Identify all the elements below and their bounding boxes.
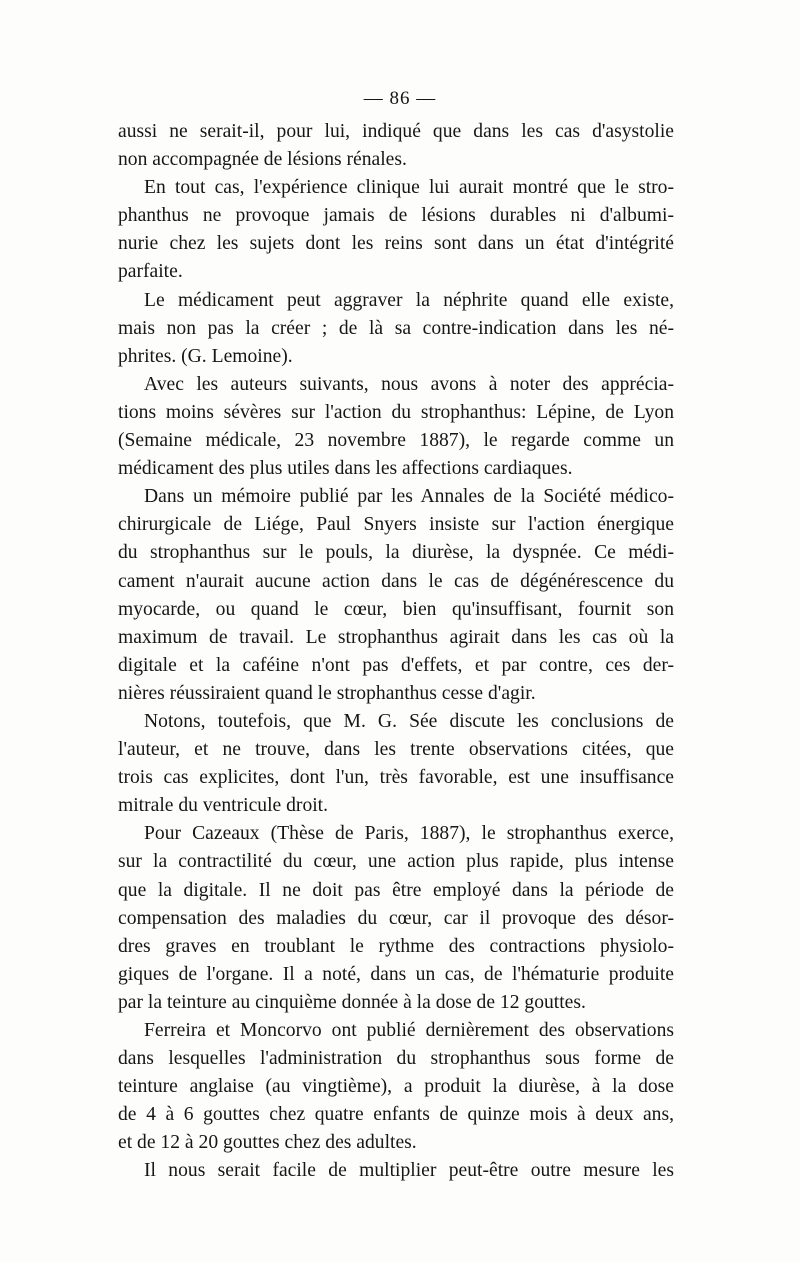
- text-line: aussi ne serait-il, pour lui, indiqué que dans les cas d'asystolie: [118, 121, 674, 142]
- text-line: mitrale du ventricule droit.: [118, 795, 329, 817]
- text-line: dans lesquelles l'administration du strophanthus sous forme de: [118, 1048, 674, 1070]
- text-line: maximum de travail. Le strophanthus agirait dans les cas où la: [118, 626, 674, 648]
- text-line: non accompagnée de lésions rénales.: [118, 149, 407, 171]
- text-line: et de 12 à 20 gouttes chez des adultes.: [118, 1132, 417, 1154]
- text-line: Dans un mémoire publié par les Annales de la Société médico-: [144, 486, 674, 508]
- text-line: que la digitale. Il ne doit pas être employé dans la période de: [118, 879, 674, 901]
- text-line: Pour Cazeaux (Thèse de Paris, 1887), le strophanthus exerce,: [144, 823, 674, 845]
- text-line: parfaite.: [118, 261, 183, 283]
- text-line: Il nous serait facile de multiplier peut-être outre mesure les: [144, 1160, 674, 1182]
- text-line: En tout cas, l'expérience clinique lui aurait montré que le stro-: [144, 177, 674, 199]
- text-line: nurie chez les sujets dont les reins sont dans un état d'intégrité: [118, 233, 674, 255]
- text-line: du strophanthus sur le pouls, la diurèse, la dyspnée. Ce médi-: [118, 542, 674, 564]
- text-line: mais non pas la créer ; de là sa contre-indication dans les né-: [118, 317, 674, 339]
- text-line: chirurgicale de Liége, Paul Snyers insiste sur l'action énergique: [118, 514, 674, 536]
- text-line: phanthus ne provoque jamais de lésions durables ni d'albumi-: [118, 205, 674, 227]
- text-line: digitale et la caféine n'ont pas d'effets, et par contre, ces der-: [118, 654, 674, 676]
- text-line: médicament des plus utiles dans les affections cardiaques.: [118, 458, 573, 480]
- text-line: nières réussiraient quand le strophanthus cesse d'agir.: [118, 682, 536, 704]
- text-line: Avec les auteurs suivants, nous avons à noter des apprécia-: [144, 373, 674, 395]
- text-line: Ferreira et Moncorvo ont publié dernièrement des observations: [144, 1020, 674, 1041]
- text-line: phrites. (G. Lemoine).: [118, 345, 293, 367]
- text-line: Notons, toutefois, que M. G. Sée discute les conclusions de: [144, 710, 674, 732]
- text-line: compensation des maladies du cœur, car il provoque des désor-: [118, 907, 674, 929]
- text-line: teinture anglaise (au vingtième), a produit la diurèse, à la dose: [118, 1076, 674, 1098]
- text-line: dres graves en troublant le rythme des contractions physiolo-: [118, 935, 674, 957]
- text-line: giques de l'organe. Il a noté, dans un cas, de l'hématurie produite: [118, 963, 674, 985]
- text-line: cament n'aurait aucune action dans le cas de dégénérescence du: [118, 570, 674, 592]
- text-line: myocarde, ou quand le cœur, bien qu'insuffisant, fournit son: [118, 598, 674, 620]
- text-line: par la teinture au cinquième donnée à la dose de 12 gouttes.: [118, 991, 586, 1013]
- text-line: tions moins sévères sur l'action du strophanthus: Lépine, de Lyon: [118, 401, 674, 423]
- text-line: (Semaine médicale, 23 novembre 1887), le regarde comme un: [118, 430, 674, 452]
- page-number: — 86 —: [363, 88, 437, 109]
- text-line: trois cas explicites, dont l'un, très favorable, est une insuffisance: [118, 767, 674, 789]
- text-line: sur la contractilité du cœur, une action plus rapide, plus intense: [118, 851, 674, 873]
- text-line: de 4 à 6 gouttes chez quatre enfants de quinze mois à deux ans,: [118, 1104, 674, 1126]
- text-line: l'auteur, et ne trouve, dans les trente observations citées, que: [118, 739, 674, 761]
- body-text: [118, 118, 674, 1186]
- text-line: Le médicament peut aggraver la néphrite quand elle existe,: [144, 289, 674, 311]
